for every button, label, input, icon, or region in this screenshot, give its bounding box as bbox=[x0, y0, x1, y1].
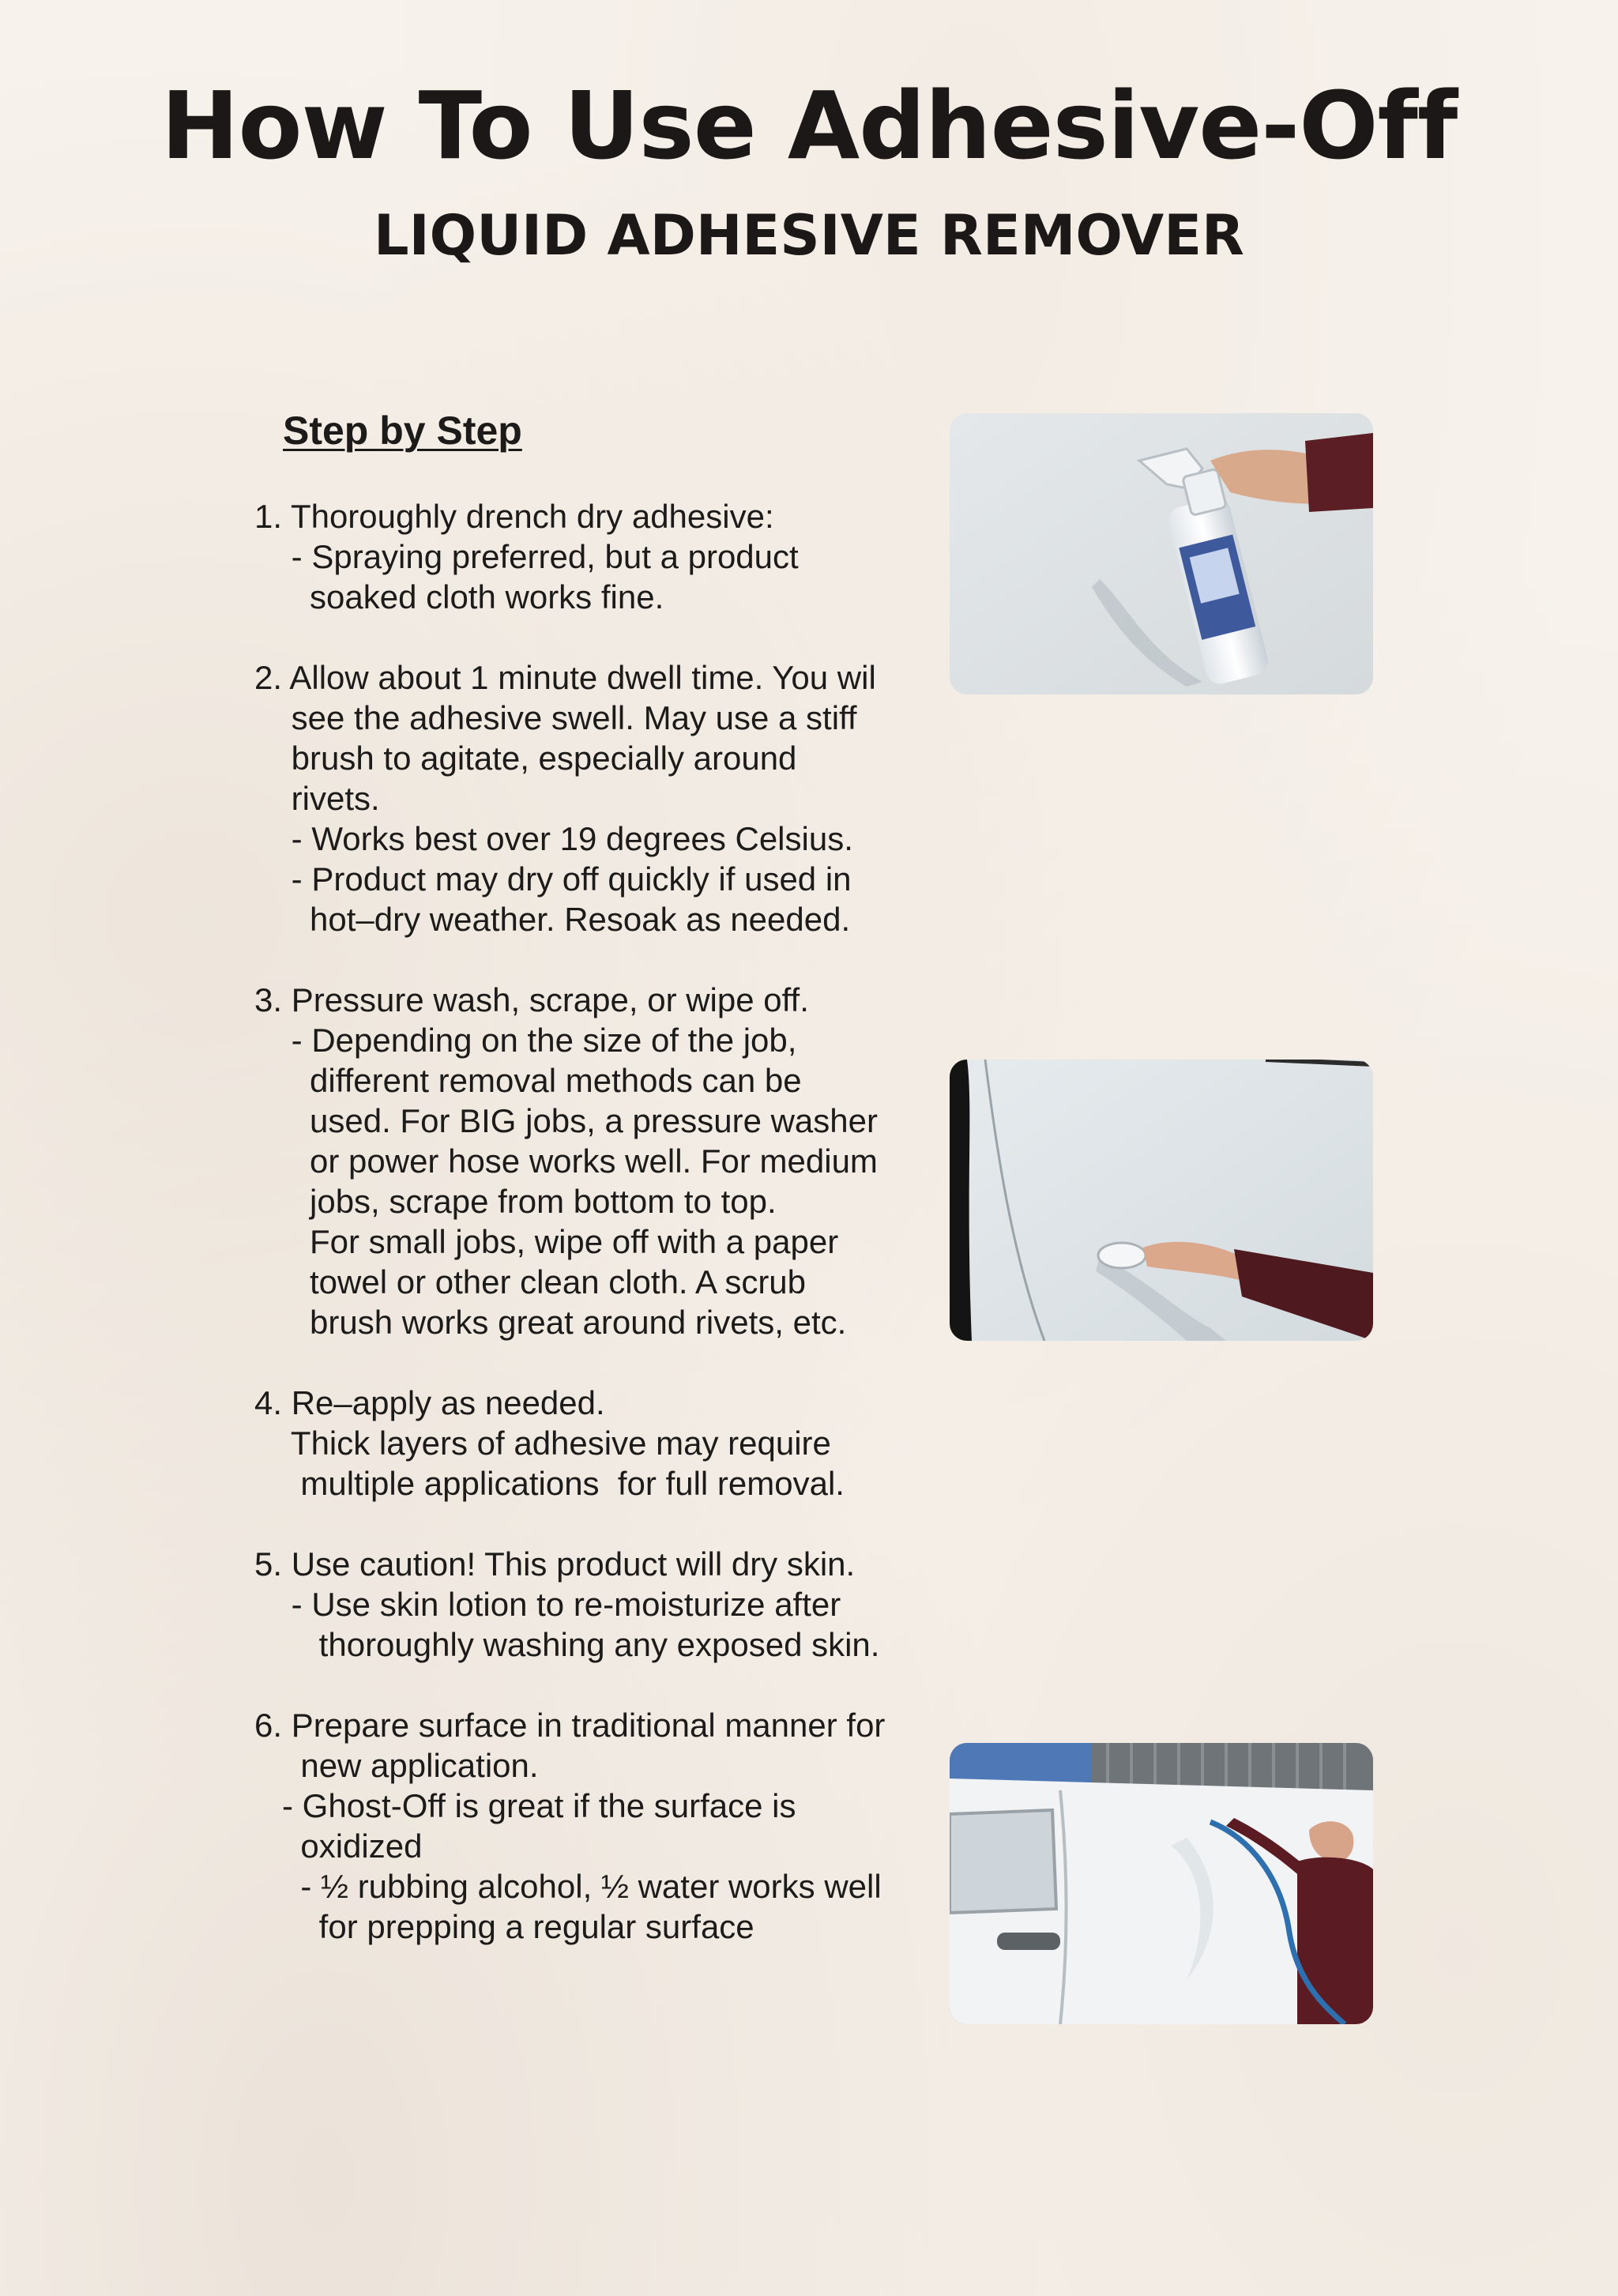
step-2 bbox=[254, 657, 934, 939]
step-line: brush to agitate, especially around bbox=[254, 740, 797, 777]
step-line: For small jobs, wipe off with a paper bbox=[254, 1223, 839, 1260]
step-line: 4. Re–apply as needed. bbox=[254, 1384, 605, 1421]
step-line: used. For BIG jobs, a pressure washer bbox=[254, 1102, 878, 1139]
step-line: see the adhesive swell. May use a stiff bbox=[254, 699, 857, 736]
step-list bbox=[254, 496, 934, 1987]
step-1 bbox=[254, 496, 934, 617]
step-line: towel or other clean cloth. A scrub bbox=[254, 1263, 807, 1300]
step-line: - Product may dry off quickly if used in bbox=[254, 860, 852, 898]
photo-wiping-surface bbox=[950, 1060, 1373, 1341]
step-6 bbox=[254, 1705, 934, 1947]
step-line: brush works great around rivets, etc. bbox=[254, 1304, 847, 1341]
step-line: or power hose works well. For medium bbox=[254, 1142, 878, 1180]
step-line: - Ghost-Off is great if the surface is bbox=[254, 1787, 796, 1824]
wiping-illustration bbox=[950, 1060, 1373, 1341]
photo-pressure-washing bbox=[950, 1743, 1373, 2024]
step-line: thoroughly washing any exposed skin. bbox=[254, 1626, 880, 1663]
step-4 bbox=[254, 1383, 934, 1504]
step-line: 6. Prepare surface in traditional manner for bbox=[254, 1707, 886, 1744]
step-line: soaked cloth works fine. bbox=[254, 578, 664, 615]
step-line: 1. Thoroughly drench dry adhesive: bbox=[254, 498, 774, 535]
step-line: Thick layers of adhesive may require bbox=[254, 1425, 831, 1462]
page-subtitle: LIQUID ADHESIVE REMOVER bbox=[374, 203, 1244, 268]
step-line: different removal methods can be bbox=[254, 1062, 802, 1099]
step-line: hot–dry weather. Resoak as needed. bbox=[254, 901, 851, 938]
step-line: - ½ rubbing alcohol, ½ water works well bbox=[254, 1868, 882, 1905]
step-line: rivets. bbox=[254, 780, 380, 817]
step-line: for prepping a regular surface bbox=[254, 1908, 754, 1945]
step-line: 3. Pressure wash, scrape, or wipe off. bbox=[254, 981, 809, 1018]
step-3 bbox=[254, 980, 934, 1342]
photo-spray-bottle bbox=[950, 413, 1373, 694]
step-line: - Spraying preferred, but a product bbox=[254, 538, 799, 575]
step-line: oxidized bbox=[254, 1827, 423, 1865]
page-title: How To Use Adhesive-Off bbox=[160, 71, 1458, 180]
step-line: - Use skin lotion to re-moisturize after bbox=[254, 1586, 841, 1623]
spray-bottle-illustration bbox=[950, 413, 1373, 694]
step-line: 5. Use caution! This product will dry skin. bbox=[254, 1545, 856, 1583]
step-line: multiple applications for full removal. bbox=[254, 1465, 845, 1502]
step-line: 2. Allow about 1 minute dwell time. You wil bbox=[254, 659, 876, 696]
step-line: jobs, scrape from bottom to top. bbox=[254, 1183, 777, 1220]
step-line: - Works best over 19 degrees Celsius. bbox=[254, 820, 853, 857]
step-line: - Depending on the size of the job, bbox=[254, 1022, 797, 1059]
pressure-wash-illustration bbox=[950, 1743, 1373, 2024]
step-5 bbox=[254, 1544, 934, 1665]
step-line: new application. bbox=[254, 1747, 539, 1784]
section-heading: Step by Step bbox=[283, 408, 522, 453]
